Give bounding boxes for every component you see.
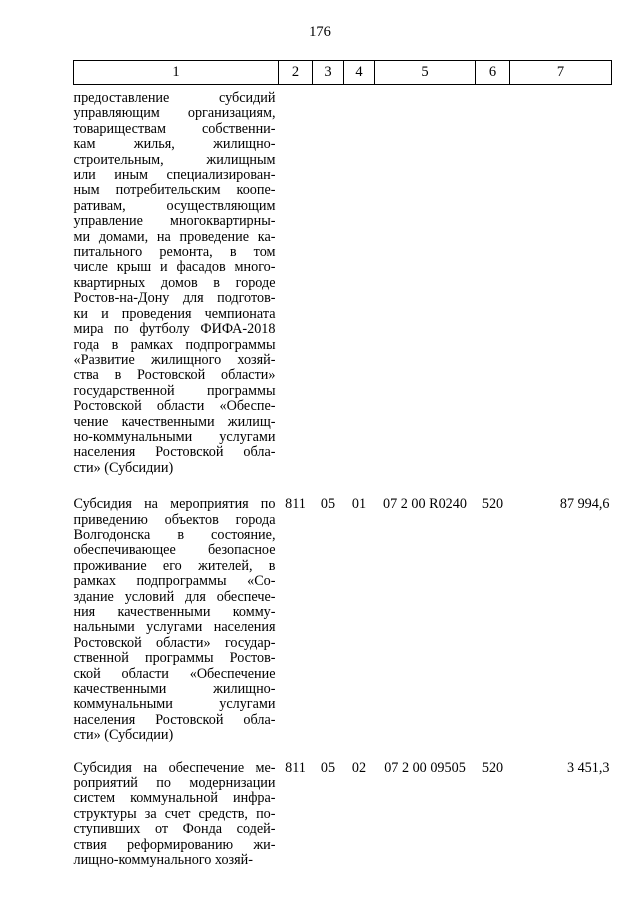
description-line: кам жилья, жилищно-: [73, 136, 276, 153]
section-code: 05: [320, 496, 336, 513]
ministry-code: 811: [285, 759, 306, 776]
description-line: нальными услугами населения: [73, 619, 276, 636]
description-line: или иным специализирован-: [73, 167, 276, 184]
description-line: управляющим организациям,: [73, 105, 276, 122]
description-line: мира по футболу ФИФА-2018: [73, 321, 276, 338]
description-line: предоставление субсидий: [73, 90, 276, 106]
description-line: здание условий для обеспече-: [73, 588, 276, 605]
target-article-code: 07 2 00 R0240: [383, 496, 467, 513]
description-line: проживание его жителей, в: [73, 557, 276, 574]
description-line: Субсидия на мероприятия по: [73, 496, 276, 513]
ministry-code: 811: [285, 496, 306, 513]
description-line: «Развитие жилищного хозяй-: [73, 351, 276, 368]
description-line: строительным, жилищным: [73, 151, 276, 168]
target-article-code: [375, 85, 476, 490]
description-line: Субсидия на обеспечение ме-: [73, 759, 276, 776]
column-header: 3: [313, 61, 344, 85]
description-line: товариществам собственни-: [73, 120, 276, 137]
description-line: ния качественными комму-: [73, 604, 276, 620]
description-line: Ростовской области» госудаp-: [73, 634, 276, 651]
description-line: квартирных домов в городе: [73, 274, 276, 291]
column-header: 6: [476, 61, 510, 85]
description-line: лищно-коммунального хозяй-: [73, 852, 254, 869]
description-line: Ростов-на-Дону для подготов-: [73, 290, 276, 307]
description-line: приведению объектов города: [73, 511, 276, 528]
description-line: ми домами, на проведение ка-: [73, 228, 276, 245]
expense-type-code: 520: [481, 496, 504, 513]
description-line: ственной программы Ростов-: [73, 650, 276, 667]
expense-type-code: [476, 85, 510, 490]
column-header: 1: [74, 61, 279, 85]
description-line: Волгодонска в состояние,: [73, 526, 276, 543]
subsection-code: [344, 85, 375, 490]
amount-value: 87 994,6: [559, 496, 610, 513]
description-line: года в рамках подпрограммы: [73, 336, 276, 353]
table-row: [74, 754, 612, 869]
budget-table: [73, 60, 612, 869]
description-line: числе крыш и фасадов много-: [73, 259, 276, 276]
expense-type-code: 520: [481, 759, 504, 776]
description-line: питального ремонта, в том: [73, 244, 276, 261]
table-row: [74, 489, 612, 754]
description-line: систем коммунальной инфра-: [73, 790, 276, 807]
description-line: ской области «Обеспечение: [73, 665, 276, 682]
column-header: 2: [279, 61, 313, 85]
ministry-code: [279, 85, 313, 490]
amount-value: 3 451,3: [566, 759, 610, 776]
item-description: [74, 754, 279, 869]
description-line: ки и проведения чемпионата: [73, 305, 276, 322]
column-header: 4: [344, 61, 375, 85]
description-line: населения Ростовской обла-: [73, 711, 276, 728]
description-line: ступивших от Фонда содей-: [73, 821, 276, 838]
description-line: обеспечивающее безопасное: [73, 542, 276, 559]
item-description: [74, 489, 279, 754]
item-description: [74, 85, 279, 490]
description-line: ративам, осуществляющим: [73, 197, 276, 214]
description-line: сти» (Субсидии): [73, 459, 174, 476]
description-line: государственной программы: [73, 382, 276, 399]
section-code: 05: [320, 759, 336, 776]
description-line: коммунальными услугами: [73, 696, 276, 713]
description-line: ствия реформированию жи-: [73, 836, 276, 853]
subsection-code: 01: [351, 496, 367, 513]
subsection-code: 02: [351, 759, 367, 776]
description-line: роприятий по модернизации: [73, 775, 276, 792]
description-line: но-коммунальными услугами: [73, 428, 276, 445]
description-line: чение качественными жилищ-: [73, 413, 276, 430]
section-code: [313, 85, 344, 490]
table-row: [74, 85, 612, 490]
amount-value: [510, 85, 612, 490]
description-line: структуры за счет средств, по-: [73, 805, 276, 822]
description-line: управление многоквартирны-: [73, 213, 276, 230]
description-line: ным потребительским коопе-: [73, 182, 276, 199]
column-header: 7: [510, 61, 612, 85]
page-number: 176: [309, 24, 331, 40]
description-line: населения Ростовской обла-: [73, 444, 276, 461]
column-number-row: [74, 61, 612, 85]
description-line: ства в Ростовской области»: [73, 367, 276, 384]
description-line: качественными жилищно-: [73, 681, 276, 698]
target-article-code: 07 2 00 09505: [384, 759, 466, 776]
column-header: 5: [375, 61, 476, 85]
description-line: Ростовской области «Обеспе-: [73, 398, 276, 415]
description-line: рамках подпрограммы «Со-: [73, 573, 276, 590]
description-line: сти» (Субсидии): [73, 727, 174, 744]
